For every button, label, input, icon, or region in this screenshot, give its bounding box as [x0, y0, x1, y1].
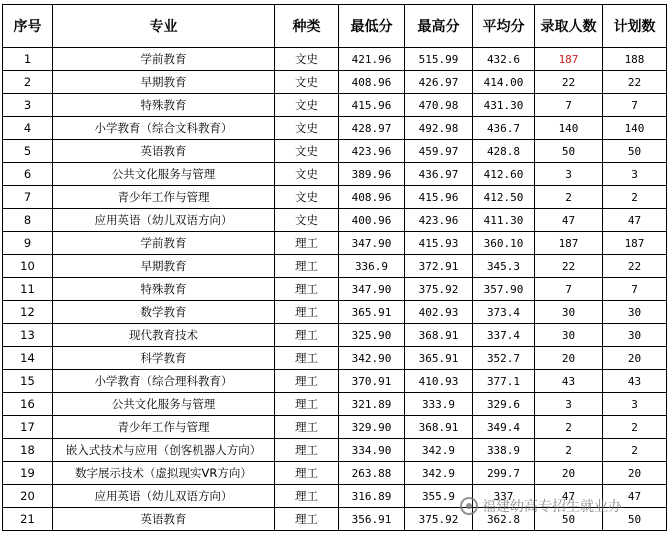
cell-category: 文史	[275, 163, 339, 186]
table-row	[3, 278, 667, 301]
cell-index: 11	[3, 278, 53, 301]
table-row	[3, 163, 667, 186]
cell-plan: 187	[603, 232, 667, 255]
cell-major: 应用英语（幼儿双语方向）	[53, 485, 275, 508]
header-max-score: 最高分	[405, 5, 473, 48]
cell-plan: 140	[603, 117, 667, 140]
cell-max-score: 410.93	[405, 370, 473, 393]
cell-major: 应用英语（幼儿双语方向）	[53, 209, 275, 232]
cell-category: 理工	[275, 439, 339, 462]
cell-admitted: 2	[535, 416, 603, 439]
table-row	[3, 508, 667, 531]
cell-admitted: 30	[535, 301, 603, 324]
cell-category: 文史	[275, 94, 339, 117]
cell-admitted: 47	[535, 209, 603, 232]
cell-avg-score: 412.60	[473, 163, 535, 186]
header-avg-score: 平均分	[473, 5, 535, 48]
cell-max-score: 342.9	[405, 439, 473, 462]
cell-plan: 30	[603, 324, 667, 347]
cell-avg-score: 345.3	[473, 255, 535, 278]
cell-min-score: 336.9	[339, 255, 405, 278]
cell-admitted: 2	[535, 186, 603, 209]
cell-category: 理工	[275, 508, 339, 531]
cell-major: 英语教育	[53, 508, 275, 531]
cell-avg-score: 412.50	[473, 186, 535, 209]
cell-major: 特殊教育	[53, 278, 275, 301]
cell-min-score: 356.91	[339, 508, 405, 531]
table-body	[3, 48, 667, 531]
cell-min-score: 321.89	[339, 393, 405, 416]
cell-plan: 50	[603, 140, 667, 163]
cell-major: 特殊教育	[53, 94, 275, 117]
table-row	[3, 370, 667, 393]
cell-avg-score: 436.7	[473, 117, 535, 140]
header-category: 种类	[275, 5, 339, 48]
cell-category: 理工	[275, 255, 339, 278]
cell-category: 文史	[275, 48, 339, 71]
cell-admitted: 43	[535, 370, 603, 393]
cell-admitted: 47	[535, 485, 603, 508]
cell-admitted: 3	[535, 163, 603, 186]
cell-max-score: 415.93	[405, 232, 473, 255]
cell-admitted: 3	[535, 393, 603, 416]
cell-index: 18	[3, 439, 53, 462]
cell-avg-score: 349.4	[473, 416, 535, 439]
cell-plan: 3	[603, 163, 667, 186]
table-row	[3, 439, 667, 462]
admission-score-table	[2, 4, 667, 531]
cell-avg-score: 377.1	[473, 370, 535, 393]
cell-index: 14	[3, 347, 53, 370]
cell-category: 理工	[275, 347, 339, 370]
cell-admitted: 22	[535, 71, 603, 94]
cell-index: 6	[3, 163, 53, 186]
cell-category: 理工	[275, 232, 339, 255]
cell-avg-score: 414.00	[473, 71, 535, 94]
cell-max-score: 402.93	[405, 301, 473, 324]
cell-avg-score: 352.7	[473, 347, 535, 370]
cell-plan: 7	[603, 94, 667, 117]
cell-admitted: 50	[535, 140, 603, 163]
cell-max-score: 459.97	[405, 140, 473, 163]
cell-min-score: 408.96	[339, 71, 405, 94]
cell-max-score: 515.99	[405, 48, 473, 71]
cell-admitted: 187	[535, 232, 603, 255]
cell-plan: 22	[603, 71, 667, 94]
header-plan: 计划数	[603, 5, 667, 48]
header-row	[3, 5, 667, 48]
cell-avg-score: 431.30	[473, 94, 535, 117]
header-min-score: 最低分	[339, 5, 405, 48]
cell-min-score: 370.91	[339, 370, 405, 393]
cell-avg-score: 338.9	[473, 439, 535, 462]
cell-major: 青少年工作与管理	[53, 186, 275, 209]
cell-min-score: 263.88	[339, 462, 405, 485]
cell-max-score: 368.91	[405, 416, 473, 439]
cell-index: 1	[3, 48, 53, 71]
cell-category: 理工	[275, 462, 339, 485]
cell-category: 理工	[275, 324, 339, 347]
cell-admitted: 22	[535, 255, 603, 278]
cell-min-score: 342.90	[339, 347, 405, 370]
cell-admitted: 2	[535, 439, 603, 462]
cell-major: 英语教育	[53, 140, 275, 163]
cell-major: 青少年工作与管理	[53, 416, 275, 439]
cell-admitted: 20	[535, 462, 603, 485]
table-row	[3, 301, 667, 324]
cell-category: 理工	[275, 393, 339, 416]
cell-max-score: 426.97	[405, 71, 473, 94]
cell-admitted: 30	[535, 324, 603, 347]
cell-index: 12	[3, 301, 53, 324]
cell-min-score: 389.96	[339, 163, 405, 186]
cell-major: 小学教育（综合文科教育）	[53, 117, 275, 140]
cell-major: 现代教育技术	[53, 324, 275, 347]
cell-avg-score: 299.7	[473, 462, 535, 485]
cell-index: 9	[3, 232, 53, 255]
cell-category: 理工	[275, 416, 339, 439]
cell-plan: 30	[603, 301, 667, 324]
cell-max-score: 492.98	[405, 117, 473, 140]
table-row	[3, 48, 667, 71]
cell-major: 早期教育	[53, 71, 275, 94]
cell-max-score: 365.91	[405, 347, 473, 370]
cell-min-score: 428.97	[339, 117, 405, 140]
cell-min-score: 329.90	[339, 416, 405, 439]
cell-avg-score: 357.90	[473, 278, 535, 301]
table-row	[3, 462, 667, 485]
cell-plan: 22	[603, 255, 667, 278]
cell-min-score: 400.96	[339, 209, 405, 232]
cell-min-score: 347.90	[339, 232, 405, 255]
cell-plan: 20	[603, 347, 667, 370]
cell-min-score: 347.90	[339, 278, 405, 301]
table-row	[3, 347, 667, 370]
cell-admitted: 7	[535, 94, 603, 117]
table-row	[3, 393, 667, 416]
cell-major: 科学教育	[53, 347, 275, 370]
cell-max-score: 375.92	[405, 508, 473, 531]
cell-index: 4	[3, 117, 53, 140]
table-row	[3, 186, 667, 209]
cell-max-score: 436.97	[405, 163, 473, 186]
cell-category: 文史	[275, 71, 339, 94]
cell-plan: 188	[603, 48, 667, 71]
table-row	[3, 71, 667, 94]
table-row	[3, 94, 667, 117]
table-row	[3, 209, 667, 232]
cell-category: 理工	[275, 278, 339, 301]
header-major: 专业	[53, 5, 275, 48]
cell-major: 嵌入式技术与应用（创客机器人方向）	[53, 439, 275, 462]
cell-admitted: 50	[535, 508, 603, 531]
header-index: 序号	[3, 5, 53, 48]
table-row	[3, 324, 667, 347]
cell-index: 16	[3, 393, 53, 416]
cell-index: 2	[3, 71, 53, 94]
cell-category: 理工	[275, 485, 339, 508]
cell-max-score: 423.96	[405, 209, 473, 232]
cell-avg-score: 337	[473, 485, 535, 508]
cell-plan: 2	[603, 186, 667, 209]
cell-plan: 47	[603, 209, 667, 232]
cell-max-score: 372.91	[405, 255, 473, 278]
cell-index: 19	[3, 462, 53, 485]
cell-category: 文史	[275, 186, 339, 209]
cell-index: 20	[3, 485, 53, 508]
table-row	[3, 140, 667, 163]
cell-plan: 50	[603, 508, 667, 531]
cell-plan: 20	[603, 462, 667, 485]
cell-major: 数学教育	[53, 301, 275, 324]
cell-min-score: 421.96	[339, 48, 405, 71]
cell-category: 理工	[275, 301, 339, 324]
cell-category: 理工	[275, 370, 339, 393]
cell-plan: 2	[603, 416, 667, 439]
cell-avg-score: 428.8	[473, 140, 535, 163]
table-row	[3, 255, 667, 278]
watermark-text: 福建幼高专招生就业办	[482, 499, 622, 515]
cell-max-score: 342.9	[405, 462, 473, 485]
cell-category: 文史	[275, 209, 339, 232]
cell-admitted: 7	[535, 278, 603, 301]
cell-admitted: 140	[535, 117, 603, 140]
cell-avg-score: 373.4	[473, 301, 535, 324]
cell-min-score: 334.90	[339, 439, 405, 462]
cell-max-score: 355.9	[405, 485, 473, 508]
cell-index: 8	[3, 209, 53, 232]
cell-index: 17	[3, 416, 53, 439]
cell-avg-score: 337.4	[473, 324, 535, 347]
table-row	[3, 117, 667, 140]
cell-plan: 2	[603, 439, 667, 462]
cell-max-score: 368.91	[405, 324, 473, 347]
cell-min-score: 325.90	[339, 324, 405, 347]
cell-index: 10	[3, 255, 53, 278]
cell-plan: 47	[603, 485, 667, 508]
cell-plan: 3	[603, 393, 667, 416]
cell-avg-score: 411.30	[473, 209, 535, 232]
cell-min-score: 316.89	[339, 485, 405, 508]
cell-max-score: 470.98	[405, 94, 473, 117]
cell-category: 文史	[275, 140, 339, 163]
cell-avg-score: 362.8	[473, 508, 535, 531]
cell-min-score: 423.96	[339, 140, 405, 163]
cell-avg-score: 432.6	[473, 48, 535, 71]
cell-min-score: 408.96	[339, 186, 405, 209]
cell-index: 3	[3, 94, 53, 117]
cell-major: 学前教育	[53, 232, 275, 255]
cell-index: 21	[3, 508, 53, 531]
cell-admitted: 20	[535, 347, 603, 370]
cell-max-score: 375.92	[405, 278, 473, 301]
cell-major: 学前教育	[53, 48, 275, 71]
cell-max-score: 333.9	[405, 393, 473, 416]
table-row	[3, 485, 667, 508]
table-row	[3, 232, 667, 255]
cell-avg-score: 360.10	[473, 232, 535, 255]
header-admitted: 录取人数	[535, 5, 603, 48]
cell-major: 早期教育	[53, 255, 275, 278]
cell-index: 13	[3, 324, 53, 347]
cell-max-score: 415.96	[405, 186, 473, 209]
cell-plan: 7	[603, 278, 667, 301]
cell-major: 公共文化服务与管理	[53, 163, 275, 186]
cell-major: 公共文化服务与管理	[53, 393, 275, 416]
cell-index: 7	[3, 186, 53, 209]
cell-index: 5	[3, 140, 53, 163]
cell-admitted: 187	[535, 48, 603, 71]
cell-major: 小学教育（综合理科教育）	[53, 370, 275, 393]
cell-index: 15	[3, 370, 53, 393]
cell-major: 数字展示技术（虚拟现实VR方向）	[53, 462, 275, 485]
cell-avg-score: 329.6	[473, 393, 535, 416]
cell-min-score: 415.96	[339, 94, 405, 117]
cell-plan: 43	[603, 370, 667, 393]
cell-min-score: 365.91	[339, 301, 405, 324]
table-row	[3, 416, 667, 439]
cell-category: 文史	[275, 117, 339, 140]
